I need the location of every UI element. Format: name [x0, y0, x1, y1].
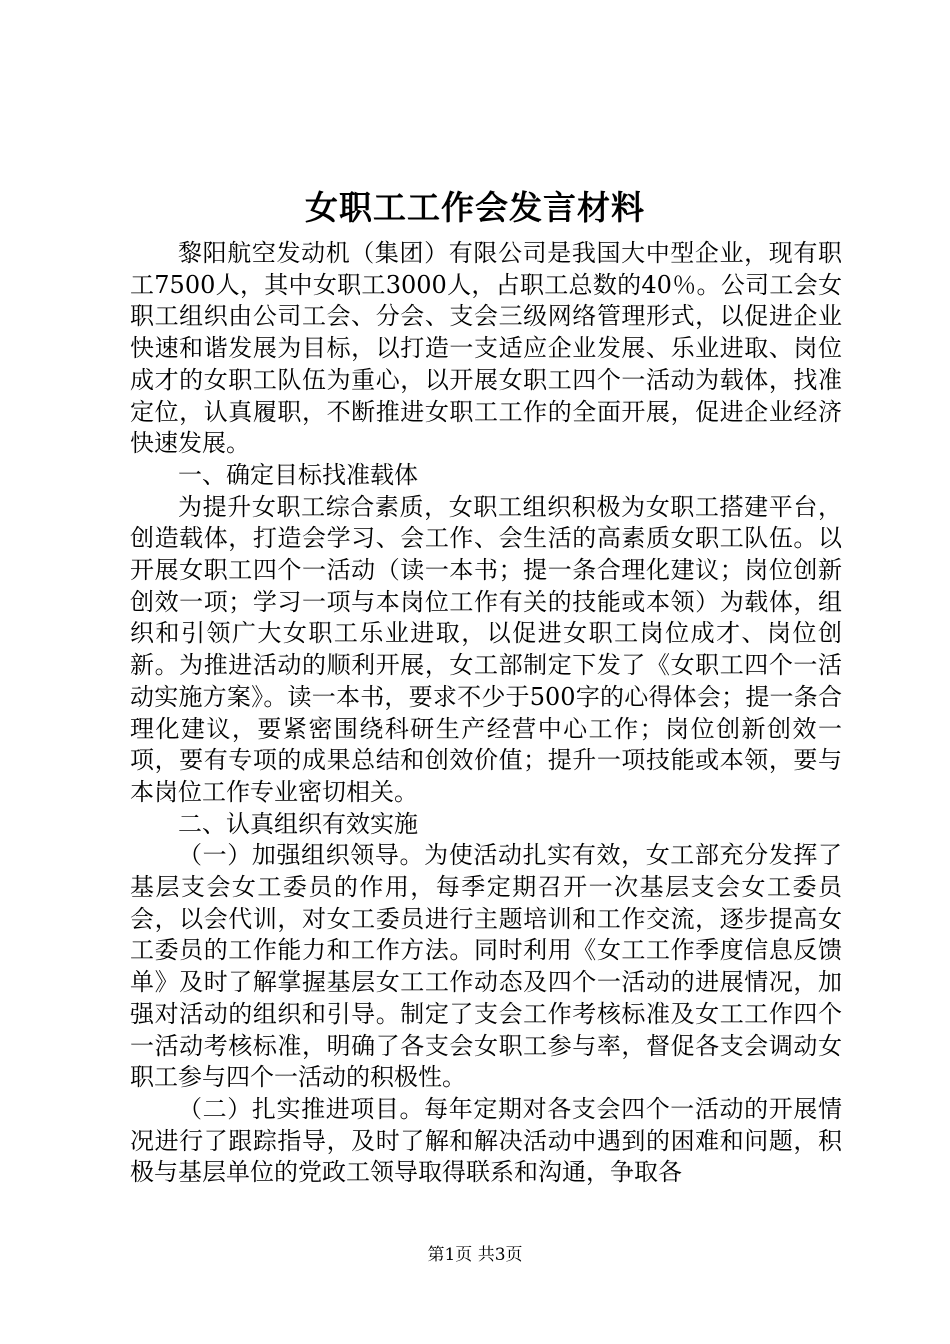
document-body: [130, 238, 842, 1189]
page-number-footer: 第1页 共3页: [427, 1245, 523, 1265]
paragraph-section-1: 为提升女职工综合素质，女职工组织积极为女职工搭建平台，创造载体，打造会学习、会工作、会生活的高素质女职工队伍。以开展女职工四个一活动（读一本书；提一条合理化建议；岗位创新创效一项；学习一项与本岗位工作有关的技能或本领）为载体，组织和引领广大女职工乐业进取，以促进女职工岗位成才、岗位创新。为推进活动的顺利开展，女工部制定下发了《女职工四个一活动实施方案》。读一本书，要求不少于500字的心得体会；提一条合理化建议，要紧密围绕科研生产经营中心工作；岗位创新创效一项，要有专项的成果总结和创效价值；提升一项技能或本领，要与本岗位工作专业密切相关。: [130, 492, 842, 806]
paragraph-subsection-1: （一）加强组织领导。为使活动扎实有效，女工部充分发挥了基层支会女工委员的作用，每季定期召开一次基层支会女工委员会，以会代训，对女工委员进行主题培训和工作交流，逐步提高女工委员的工作能力和工作方法。同时利用《女工工作季度信息反馈单》及时了解掌握基层女工工作动态及四个一活动的进展情况，加强对活动的组织和引导。制定了支会工作考核标准及女工工作四个一活动考核标准，明确了各支会女职工参与率，督促各支会调动女职工参与四个一活动的积极性。: [130, 841, 842, 1092]
document-title: 女职工工作会发言材料: [305, 188, 645, 227]
section-heading-1: 一、确定目标找准载体: [178, 460, 418, 489]
paragraph-intro: 黎阳航空发动机（集团）有限公司是我国大中型企业，现有职工7500人，其中女职工3000人，占职工总数的40％。公司工会女职工组织由公司工会、分会、支会三级网络管理形式，以促进企业快速和谐发展为目标，以打造一支适应企业发展、乐业进取、岗位成才的女职工队伍为重心，以开展女职工四个一活动为载体，找准定位，认真履职，不断推进女职工工作的全面开展，促进企业经济快速发展。: [130, 239, 842, 458]
paragraph-subsection-2: （二）扎实推进项目。每年定期对各支会四个一活动的开展情况进行了跟踪指导，及时了解和解决活动中遇到的困难和问题，积极与基层单位的党政工领导取得联系和沟通，争取各: [130, 1094, 842, 1187]
section-heading-2: 二、认真组织有效实施: [178, 809, 418, 838]
